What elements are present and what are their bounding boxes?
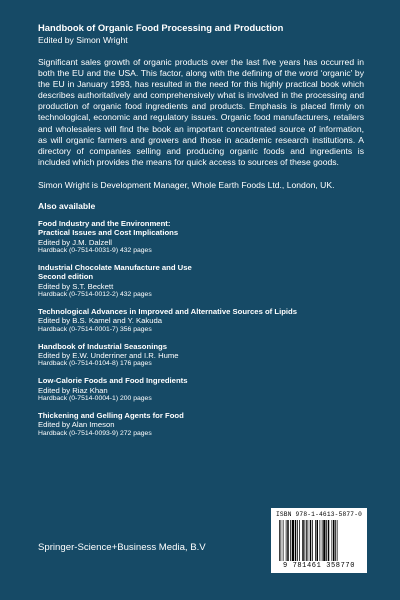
publisher-name: Springer-Science+Business Media, B.V (38, 542, 206, 553)
book-item-title: Handbook of Industrial Seasonings (38, 341, 167, 351)
book-item-hardback: Hardback (0-7514-0104-8) 176 pages (38, 360, 152, 368)
also-available-book (38, 376, 364, 404)
back-cover-content (38, 22, 364, 439)
book-item-editor: Edited by B.S. Kamel and Y. Kakuda (38, 316, 163, 326)
book-item-title: Thickening and Gelling Agents for Food (38, 410, 184, 420)
book-item-subtitle: Second edition (38, 272, 94, 282)
book-item-title: Industrial Chocolate Manufacture and Use (38, 263, 192, 273)
also-available-book (38, 342, 364, 370)
also-available-book (38, 263, 364, 300)
book-item-title: Food Industry and the Environment: (38, 219, 171, 229)
book-item-editor: Edited by Riaz Khan (38, 385, 108, 395)
author-bio: Simon Wright is Development Manager, Whole Earth Foods Ltd., London, UK. (38, 179, 335, 190)
book-item-editor: Edited by E.W. Underriner and I.R. Hume (38, 351, 179, 361)
book-item-subtitle: Practical Issues and Cost Implications (38, 228, 179, 238)
book-item-hardback: Hardback (0-7514-0031-9) 432 pages (38, 247, 152, 255)
isbn-text: ISBN 978-1-4613-5877-0 (275, 511, 363, 518)
book-item-title: Technological Advances in Improved and Alternative Sources of Lipids (38, 307, 298, 317)
also-available-book (38, 219, 364, 256)
also-available-book (38, 307, 364, 335)
book-item-hardback: Hardback (0-7514-0004-1) 200 pages (38, 395, 152, 403)
book-editor: Edited by Simon Wright (38, 35, 128, 45)
book-item-editor: Edited by S.T. Beckett (38, 281, 114, 291)
book-description: Significant sales growth of organic products over the last five years has occurred in both the EU and the USA. This factor, along with the defining of the word ‘organic’ by the EU in January 1993, has resulted in the need for this highly practical book which describes authoritatively and comprehensively what is involved in the processing and production of organic food ingredients and products. Emphasis is placed firmly on technological, economic and regulatory issues. Organic food manufacturers, retailers and wholesalers will find the book an important concentrated source of information, as will organic farmers and growers and those in academic research institutions. A directory of companies selling and producing organic foods and ingredients is included which provides the means for quick access to sources of these goods. (38, 57, 364, 167)
book-item-hardback: Hardback (0-7514-0093-9) 272 pages (38, 429, 152, 437)
also-available-heading: Also available (38, 201, 96, 212)
book-item-hardback: Hardback (0-7514-0001-7) 356 pages (38, 325, 152, 333)
book-item-hardback: Hardback (0-7514-0012-2) 432 pages (38, 291, 152, 299)
book-item-editor: Edited by Alan Imeson (38, 420, 115, 430)
also-available-book (38, 411, 364, 439)
book-title: Handbook of Organic Food Processing and Production (38, 22, 284, 33)
barcode-icon (278, 520, 360, 561)
book-item-title: Low-Calorie Foods and Food Ingredients (38, 376, 188, 386)
barcode-panel (271, 508, 367, 573)
ean-number: 9 781461 358770 (282, 562, 355, 570)
book-item-editor: Edited by J.M. Dalzell (38, 237, 112, 247)
